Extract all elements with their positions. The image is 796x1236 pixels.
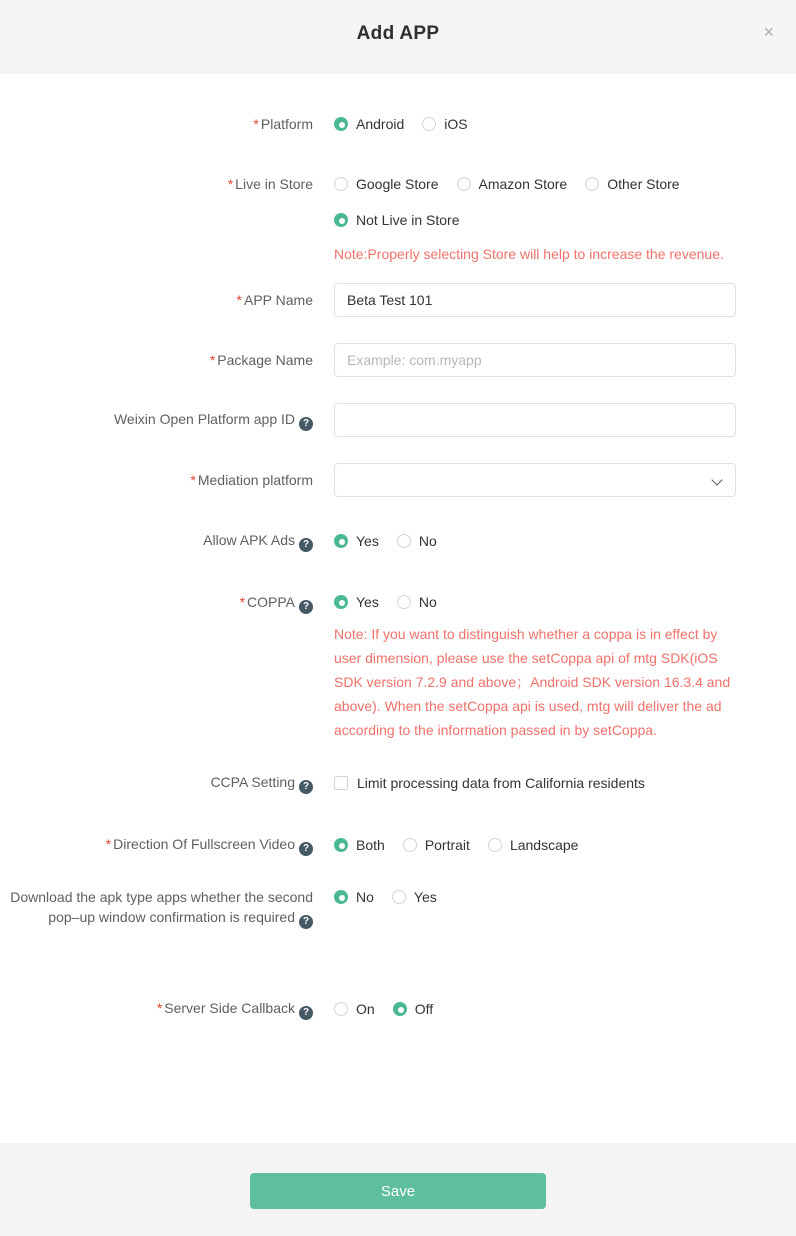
label-weixin-app-id <box>0 409 313 431</box>
label-text: APP Name <box>244 292 313 308</box>
label-package-name <box>0 350 313 370</box>
server-callback-radio-group <box>334 999 736 1019</box>
help-icon[interactable]: ? <box>299 417 313 431</box>
radio-apk-confirm-no[interactable] <box>334 889 374 905</box>
radio-label: On <box>356 1001 375 1017</box>
radio-platform-ios[interactable] <box>422 116 467 132</box>
app-name-input[interactable] <box>334 283 736 317</box>
radio-label: iOS <box>444 116 468 132</box>
ccpa-control <box>334 775 736 791</box>
platform-radio-group <box>334 114 736 134</box>
radio-dot <box>334 890 348 904</box>
help-icon[interactable]: ? <box>299 1006 313 1020</box>
ccpa-checkbox-label: Limit processing data from California residents <box>357 775 645 791</box>
label-apk-download-confirm <box>0 887 313 929</box>
app-name-control <box>334 283 736 317</box>
label-ccpa-setting <box>0 772 313 794</box>
row-server-side-callback <box>0 998 796 1020</box>
row-coppa <box>0 592 796 742</box>
label-text: Mediation platform <box>197 472 313 488</box>
required-asterisk: * <box>227 176 234 192</box>
store-radio-row-1 <box>334 174 736 194</box>
dialog-title: Add APP <box>356 23 440 44</box>
radio-dot <box>392 890 406 904</box>
package-name-input[interactable] <box>334 343 736 377</box>
radio-label: Both <box>356 837 385 853</box>
required-asterisk: * <box>105 836 112 852</box>
radio-coppa-yes[interactable] <box>334 594 379 610</box>
allow-apk-ads-radio-group <box>334 531 736 551</box>
radio-label: No <box>418 594 437 610</box>
label-text: Download the apk type apps whether the second pop–up window confirmation is required <box>10 889 313 925</box>
radio-server-callback-off[interactable] <box>393 1001 433 1017</box>
radio-dot <box>457 177 471 191</box>
radio-dot <box>393 1002 407 1016</box>
radio-dot <box>334 213 348 227</box>
row-allow-apk-ads <box>0 530 796 552</box>
label-text: Direction Of Fullscreen Video <box>113 836 295 852</box>
coppa-note: Note: If you want to distinguish whether a coppa is in effect by user dimension, please use the setCoppa api of mtg SDK(iOS SDK version 7.2.9 and above；Android SDK version 16.3.4 and above). When the setCoppa api is used, mtg will deliver the ad according to the information passed in by setCoppa. <box>334 626 731 738</box>
label-text: Server Side Callback <box>164 1000 295 1016</box>
radio-label: Portrait <box>424 837 470 853</box>
help-icon[interactable]: ? <box>299 538 313 552</box>
label-direction-fullscreen-video <box>0 834 313 856</box>
radio-direction-landscape[interactable] <box>488 837 579 853</box>
label-text: Platform <box>260 116 313 132</box>
radio-label: Landscape <box>509 837 579 853</box>
required-asterisk: * <box>209 352 216 368</box>
live-in-store-controls <box>334 174 736 266</box>
add-app-form <box>0 74 796 1020</box>
row-apk-download-confirm <box>0 887 796 929</box>
radio-apk-confirm-yes[interactable] <box>392 889 437 905</box>
row-direction-fullscreen-video <box>0 834 796 856</box>
row-ccpa-setting <box>0 772 796 794</box>
radio-label: Yes <box>356 594 379 610</box>
radio-label: Yes <box>413 889 437 905</box>
radio-dot <box>397 534 411 548</box>
label-app-name <box>0 290 313 310</box>
radio-dot <box>334 595 348 609</box>
row-package-name <box>0 343 796 377</box>
required-asterisk: * <box>253 116 259 132</box>
radio-label: No <box>356 889 374 905</box>
label-text: CCPA Setting <box>210 774 295 790</box>
radio-dot <box>422 117 436 131</box>
radio-label: Android <box>356 116 405 132</box>
coppa-controls <box>334 592 736 742</box>
radio-platform-android[interactable] <box>334 116 404 132</box>
label-text: Weixin Open Platform app ID <box>113 411 295 427</box>
radio-allow-apk-no[interactable] <box>397 533 437 549</box>
radio-label: Off <box>414 1001 434 1017</box>
row-weixin-app-id <box>0 403 796 437</box>
radio-dot <box>334 117 348 131</box>
radio-label: Yes <box>356 533 379 549</box>
dialog-header <box>0 0 796 74</box>
row-platform <box>0 114 796 134</box>
label-text: COPPA <box>247 594 295 610</box>
radio-dot <box>334 534 348 548</box>
radio-other-store[interactable] <box>585 176 679 192</box>
save-button[interactable]: Save <box>250 1173 546 1209</box>
weixin-app-id-input[interactable] <box>334 403 736 437</box>
coppa-radio-group <box>334 592 736 612</box>
radio-direction-portrait[interactable] <box>403 837 470 853</box>
label-text: Allow APK Ads <box>203 532 295 548</box>
radio-dot <box>334 177 348 191</box>
radio-allow-apk-yes[interactable] <box>334 533 379 549</box>
required-asterisk: * <box>236 292 242 308</box>
close-icon[interactable]: × <box>763 22 774 42</box>
radio-server-callback-on[interactable] <box>334 1001 375 1017</box>
radio-label: No <box>418 533 437 549</box>
radio-label: Other Store <box>607 176 680 192</box>
weixin-app-id-control <box>334 403 736 437</box>
ccpa-checkbox[interactable] <box>334 776 348 790</box>
help-icon[interactable]: ? <box>299 780 313 794</box>
radio-amazon-store[interactable] <box>457 176 568 192</box>
radio-dot <box>334 838 348 852</box>
radio-dot <box>488 838 502 852</box>
apk-confirm-radio-group <box>334 887 736 907</box>
radio-google-store[interactable] <box>334 176 439 192</box>
radio-direction-both[interactable] <box>334 837 385 853</box>
mediation-platform-select[interactable] <box>334 463 736 497</box>
row-app-name <box>0 283 796 317</box>
radio-dot <box>334 1002 348 1016</box>
radio-coppa-no[interactable] <box>397 594 437 610</box>
chevron-down-icon <box>711 474 722 485</box>
label-platform <box>0 114 313 134</box>
row-live-in-store <box>0 174 796 266</box>
label-live-in-store <box>0 174 313 194</box>
required-asterisk: * <box>156 1000 163 1016</box>
mediation-platform-control <box>334 463 736 497</box>
direction-radio-group <box>334 835 736 855</box>
help-icon[interactable]: ? <box>299 600 313 614</box>
label-text: Package Name <box>217 352 313 368</box>
radio-label: Google Store <box>356 176 439 192</box>
label-allow-apk-ads <box>0 530 313 552</box>
row-mediation-platform <box>0 463 796 497</box>
radio-dot <box>585 177 599 191</box>
label-coppa <box>0 592 313 614</box>
required-asterisk: * <box>190 472 196 488</box>
help-icon[interactable]: ? <box>299 842 313 856</box>
radio-not-live-in-store[interactable] <box>334 212 460 228</box>
label-text: Live in Store <box>235 176 313 192</box>
label-mediation-platform <box>0 470 313 490</box>
radio-label: Amazon Store <box>478 176 568 192</box>
package-name-control <box>334 343 736 377</box>
store-radio-row-2 <box>334 210 736 230</box>
radio-dot <box>403 838 417 852</box>
live-store-note: Note:Properly selecting Store will help to increase the revenue. <box>334 246 724 262</box>
required-asterisk: * <box>239 594 246 610</box>
label-server-side-callback <box>0 998 313 1020</box>
radio-label: Not Live in Store <box>356 212 460 228</box>
radio-dot <box>397 595 411 609</box>
dialog-footer <box>0 1143 796 1236</box>
help-icon[interactable]: ? <box>299 915 313 929</box>
